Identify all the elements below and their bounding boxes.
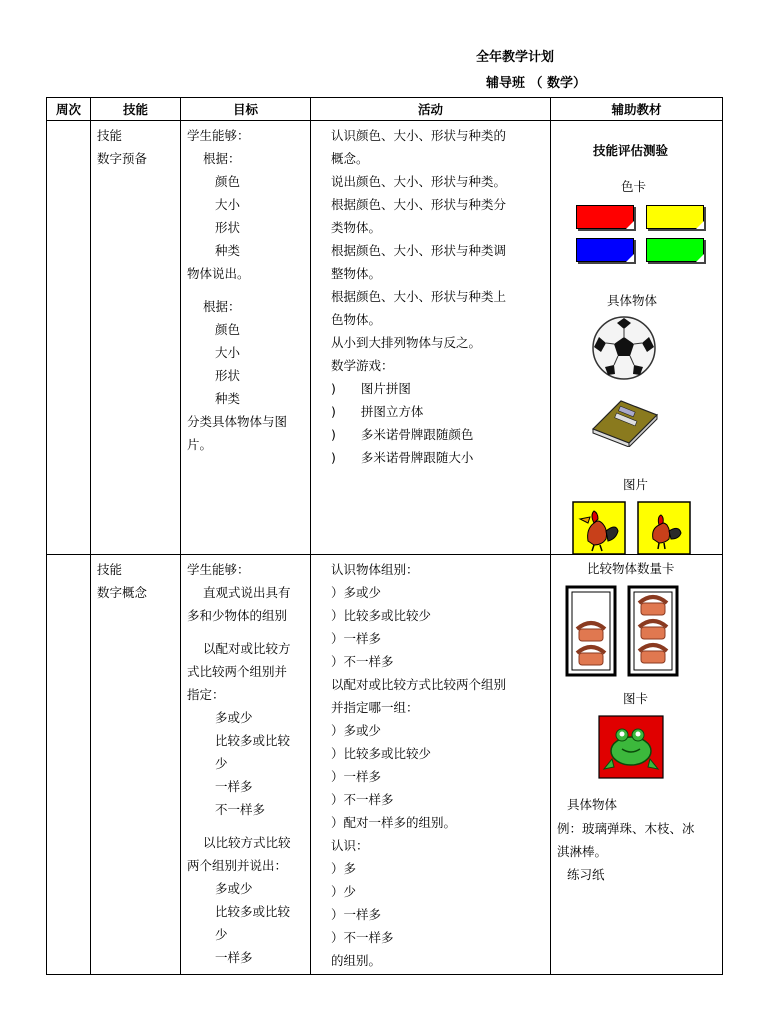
goal-line: 片。 <box>187 437 213 452</box>
pictures-label: 图片 <box>623 477 649 492</box>
phone-icon <box>627 585 679 677</box>
worksheet-label: 练习纸 <box>567 867 605 882</box>
activity-line: 认识颜色、大小、形状与种类的 <box>331 128 507 143</box>
goal-line: 大小 <box>215 197 241 212</box>
picture-card-label: 图卡 <box>623 691 649 706</box>
activity-line: 根据颜色、大小、形状与种类调 <box>331 243 507 258</box>
goal-line: 多和少物体的组别 <box>187 608 288 623</box>
column-header: 目标 <box>181 98 311 121</box>
goal-line: 少 <box>215 927 228 942</box>
column-header: 活动 <box>311 98 551 121</box>
skill-cell <box>91 555 181 975</box>
activity-line: 的组别。 <box>331 953 382 968</box>
concrete-label: 具体物体 <box>567 797 618 812</box>
book-icon <box>589 395 661 447</box>
rooster-icon <box>572 501 626 555</box>
activity-line: 概念。 <box>331 151 369 166</box>
column-header: 辅助教材 <box>551 98 723 121</box>
activities-cell <box>311 555 551 975</box>
frog-icon <box>598 715 664 779</box>
activity-line: 类物体。 <box>331 220 382 235</box>
activity-line: 从小到大排列物体与反之。 <box>331 335 482 350</box>
column-header: 周次 <box>47 98 91 121</box>
goal-line: 一样多 <box>215 950 253 965</box>
page-title: 全年教学计划 <box>476 50 555 65</box>
compare-cards-label: 比较物体数量卡 <box>587 561 675 576</box>
goal-line: 种类 <box>215 243 241 258</box>
activity-line: ）比较多或比较少 <box>331 746 432 761</box>
activity-line: 认识： <box>331 838 369 853</box>
page-subtitle: 辅导班 （ 数学） <box>486 76 587 91</box>
activity-line: ) 多米诺骨牌跟随颜色 <box>331 427 474 442</box>
skill-name: 数字概念 <box>97 585 148 600</box>
activity-line: ）多 <box>331 861 357 876</box>
color-card <box>646 205 704 229</box>
goal-line: 式比较两个组别并 <box>187 664 288 679</box>
aids-heading: 技能评估测验 <box>593 143 669 158</box>
activity-line: 根据颜色、大小、形状与种类上 <box>331 289 507 304</box>
goal-line: 少 <box>215 756 228 771</box>
activity-line: ) 拼图立方体 <box>331 404 424 419</box>
activity-line: ）不一样多 <box>331 792 394 807</box>
goal-line: 根据： <box>203 151 241 166</box>
goals-cell <box>181 121 311 555</box>
goal-line: 两个组别并说出： <box>187 858 288 873</box>
aids-cell <box>551 121 723 555</box>
table-header-row <box>47 98 723 121</box>
goal-line: 大小 <box>215 345 241 360</box>
activity-line: ）配对一样多的组别。 <box>331 815 457 830</box>
activity-line: ）一样多 <box>331 769 382 784</box>
goal-line: 学生能够： <box>187 128 250 143</box>
table-row <box>47 121 723 555</box>
goal-line: 颜色 <box>215 174 241 189</box>
color-cards-label: 色卡 <box>621 179 647 194</box>
goal-line: 一样多 <box>215 779 253 794</box>
table-row <box>47 555 723 975</box>
goal-line: 多或少 <box>215 881 253 896</box>
week-cell <box>47 555 91 975</box>
goal-line: 以比较方式比较 <box>203 835 291 850</box>
rooster-icon <box>637 501 691 555</box>
activity-line: ）不一样多 <box>331 930 394 945</box>
soccer-ball-icon <box>591 315 657 381</box>
goal-line: 根据： <box>203 299 241 314</box>
skill-cell <box>91 121 181 555</box>
goal-line: 比较多或比较 <box>215 733 291 748</box>
activity-line: ) 多米诺骨牌跟随大小 <box>331 450 474 465</box>
skill-label: 技能 <box>97 128 123 143</box>
activity-line: ）不一样多 <box>331 654 394 669</box>
activity-line: ）多或少 <box>331 585 382 600</box>
goal-line: 分类具体物体与图 <box>187 414 288 429</box>
concrete-example: 例：玻璃弹珠、木枝、冰 <box>557 821 695 836</box>
activity-line: ）一样多 <box>331 631 382 646</box>
activity-line: ）一样多 <box>331 907 382 922</box>
activities-cell <box>311 121 551 555</box>
activity-line: 认识物体组别： <box>331 562 419 577</box>
skill-name: 数字预备 <box>97 151 148 166</box>
goal-line: 学生能够： <box>187 562 250 577</box>
goal-line: 不一样多 <box>215 802 266 817</box>
phone-icon <box>565 585 617 677</box>
skill-label: 技能 <box>97 562 123 577</box>
activity-line: 说出颜色、大小、形状与种类。 <box>331 174 507 189</box>
concrete-example: 淇淋棒。 <box>557 844 608 859</box>
activity-line: ）比较多或比较少 <box>331 608 432 623</box>
goal-line: 颜色 <box>215 322 241 337</box>
activity-line: 色物体。 <box>331 312 382 327</box>
goal-line: 直观式说出具有 <box>203 585 291 600</box>
activity-line: ）多或少 <box>331 723 382 738</box>
goal-line: 形状 <box>215 368 241 383</box>
activity-line: 整物体。 <box>331 266 382 281</box>
color-card <box>646 238 704 262</box>
goal-line: 形状 <box>215 220 241 235</box>
color-card <box>576 205 634 229</box>
goal-line: 多或少 <box>215 710 253 725</box>
activity-line: 并指定哪一组： <box>331 700 419 715</box>
goal-line: 物体说出。 <box>187 266 250 281</box>
objects-label: 具体物体 <box>607 293 658 308</box>
goal-line: 以配对或比较方 <box>203 641 291 656</box>
goal-line: 指定： <box>187 687 225 702</box>
color-card <box>576 238 634 262</box>
activity-line: ）少 <box>331 884 357 899</box>
goals-cell <box>181 555 311 975</box>
week-cell <box>47 121 91 555</box>
aids-cell <box>551 555 723 975</box>
plan-table <box>46 97 723 975</box>
activity-line: 以配对或比较方式比较两个组别 <box>331 677 507 692</box>
goal-line: 种类 <box>215 391 241 406</box>
column-header: 技能 <box>91 98 181 121</box>
goal-line: 比较多或比较 <box>215 904 291 919</box>
activity-line: 数学游戏： <box>331 358 394 373</box>
activity-line: 根据颜色、大小、形状与种类分 <box>331 197 507 212</box>
activity-line: ) 图片拼图 <box>331 381 411 396</box>
